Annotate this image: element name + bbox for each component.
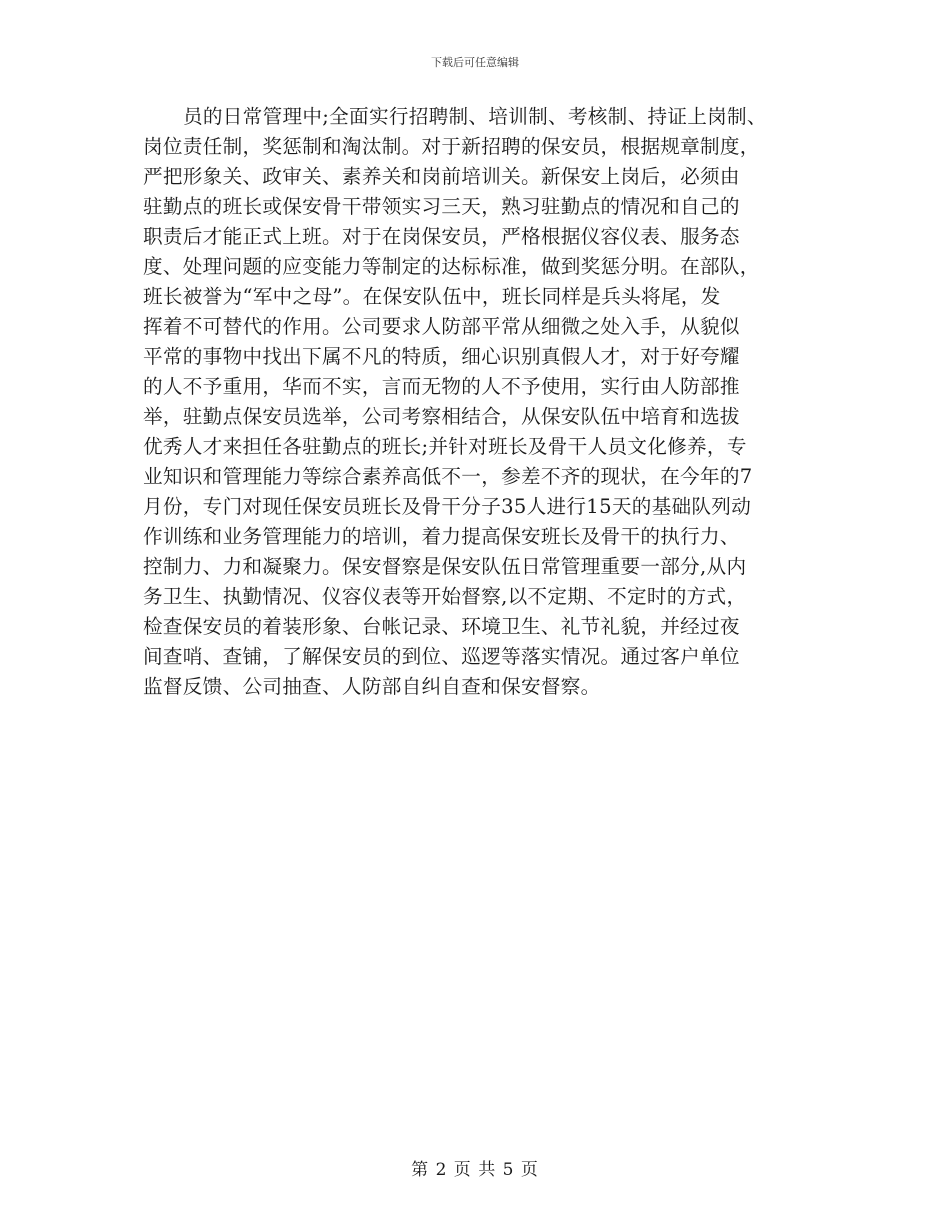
paragraph-line: 的人不予重用，华而不实，言而无物的人不予使用，实行由人防部推 [143,375,740,398]
paragraph-line: 作训练和业务管理能力的培训，着力提高保安班长及骨干的执行力、 [143,525,740,548]
paragraph-line: 务卫生、执勤情况、仪容仪表等开始督察,以不定期、不定时的方式， [143,585,747,608]
paragraph-line: 控制力、力和凝聚力。保安督察是保安队伍日常管理重要一部分,从内 [143,555,747,578]
paragraph-line: 月份，专门对现任保安员班长及骨干分子35人进行15天的基础队列动 [143,495,752,518]
page-number-footer: 第 2 页 共 5 页 [411,1160,539,1180]
paragraph-line: 业知识和管理能力等综合素养高低不一，参差不齐的现状，在今年的7 [143,465,753,488]
paragraph-line: 挥着不可替代的作用。公司要求人防部平常从细微之处入手，从貌似 [143,315,740,338]
page-header: 下载后可任意编辑 [431,56,519,69]
paragraph-line: 间查哨、查铺，了解保安员的到位、巡逻等落实情况。通过客户单位 [143,645,740,668]
paragraph-line: 班长被誉为“军中之母”。在保安队伍中，班长同样是兵头将尾，发 [143,285,721,308]
paragraph-line: 优秀人才来担任各驻勤点的班长;并针对班长及骨干人员文化修养，专 [143,435,747,458]
paragraph-line: 监督反馈、公司抽查、人防部自纠自查和保安督察。 [143,675,601,698]
paragraph-line: 驻勤点的班长或保安骨干带领实习三天，熟习驻勤点的情况和自己的 [143,195,740,218]
paragraph-line: 严把形象关、政审关、素养关和岗前培训关。新保安上岗后，必须由 [143,165,740,188]
paragraph-line: 岗位责任制，奖惩制和淘汰制。对于新招聘的保安员，根据规章制度， [143,135,760,158]
paragraph-line: 度、处理问题的应变能力等制定的达标标准，做到奖惩分明。在部队， [143,255,760,278]
paragraph-line: 员的日常管理中;全面实行招聘制、培训制、考核制、持证上岗制、 [183,105,767,128]
paragraph-line: 检查保安员的着装形象、台帐记录、环境卫生、礼节礼貌，并经过夜 [143,615,740,638]
paragraph-line: 平常的事物中找出下属不凡的特质，细心识别真假人才，对于好夸耀 [143,345,740,368]
paragraph-line: 举，驻勤点保安员选举，公司考察相结合，从保安队伍中培育和选拔 [143,405,740,428]
document-body [143,102,823,702]
paragraph-line: 职责后才能正式上班。对于在岗保安员，严格根据仪容仪表、服务态 [143,225,740,248]
